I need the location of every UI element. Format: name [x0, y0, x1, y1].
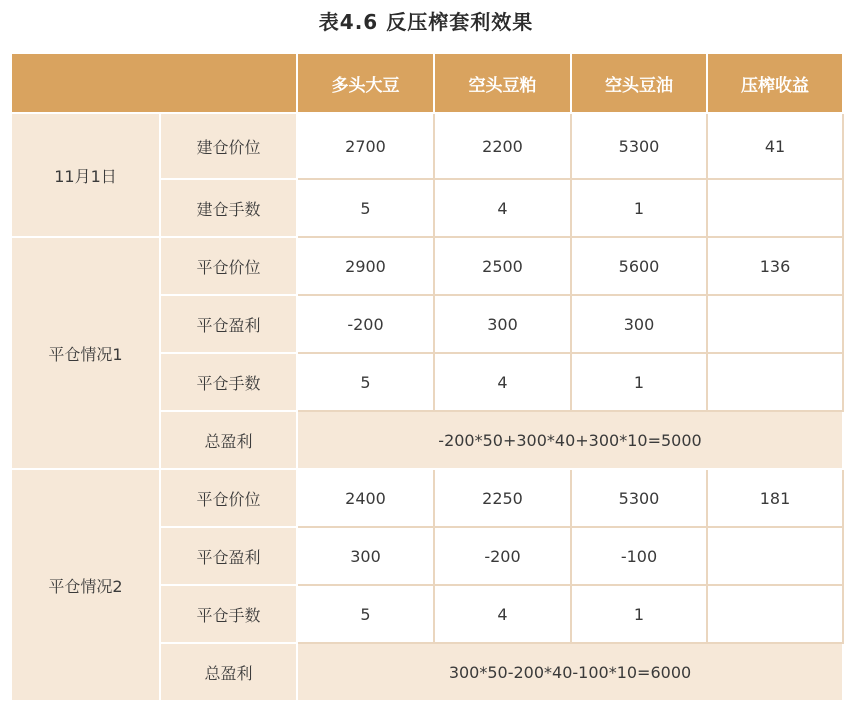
row-label: 建仓价位: [160, 113, 297, 179]
table-cell: -200: [434, 527, 571, 585]
table-cell: 2700: [297, 113, 434, 179]
table-cell: -200: [297, 295, 434, 353]
table-cell: 4: [434, 353, 571, 411]
group-label-case1: 平仓情况1: [11, 237, 160, 469]
header-short-soymeal: 空头豆粕: [434, 53, 571, 113]
total-formula: -200*50+300*40+300*10=5000: [297, 411, 843, 469]
table-cell: 5: [297, 179, 434, 237]
table-cell: 5300: [571, 113, 707, 179]
table-cell: 2250: [434, 469, 571, 527]
row-label: 平仓手数: [160, 585, 297, 643]
table-cell: 2500: [434, 237, 571, 295]
row-label: 平仓价位: [160, 237, 297, 295]
table-cell: 300: [297, 527, 434, 585]
table-cell: 1: [571, 353, 707, 411]
table-cell: -100: [571, 527, 707, 585]
table-row: [11, 237, 843, 295]
table-cell: [707, 295, 843, 353]
table-cell: 4: [434, 179, 571, 237]
table-cell: 136: [707, 237, 843, 295]
arbitrage-table: [10, 52, 844, 702]
total-formula: 300*50-200*40-100*10=6000: [297, 643, 843, 701]
table-cell: 1: [571, 179, 707, 237]
table-cell: 2900: [297, 237, 434, 295]
row-label: 平仓手数: [160, 353, 297, 411]
total-label: 总盈利: [160, 643, 297, 701]
header-crush-margin: 压榨收益: [707, 53, 843, 113]
table-cell: 1: [571, 585, 707, 643]
header-corner: [11, 53, 297, 113]
table-cell: 2200: [434, 113, 571, 179]
table-cell: 5: [297, 585, 434, 643]
header-row: [11, 53, 843, 113]
table-cell: 181: [707, 469, 843, 527]
group-label-nov1: 11月1日: [11, 113, 160, 237]
row-label: 平仓盈利: [160, 295, 297, 353]
table-cell: 5600: [571, 237, 707, 295]
row-label: 建仓手数: [160, 179, 297, 237]
table-cell: 5: [297, 353, 434, 411]
table-cell: 4: [434, 585, 571, 643]
row-label: 平仓盈利: [160, 527, 297, 585]
table-title: 表4.6 反压榨套利效果: [318, 10, 534, 34]
table-row: [11, 469, 843, 527]
group-label-case2: 平仓情况2: [11, 469, 160, 701]
header-long-soybean: 多头大豆: [297, 53, 434, 113]
table-row: [11, 113, 843, 179]
total-label: 总盈利: [160, 411, 297, 469]
table-cell: [707, 179, 843, 237]
table-cell: 41: [707, 113, 843, 179]
table-cell: 5300: [571, 469, 707, 527]
table-cell: 300: [571, 295, 707, 353]
table-cell: 300: [434, 295, 571, 353]
header-short-soyoil: 空头豆油: [571, 53, 707, 113]
row-label: 平仓价位: [160, 469, 297, 527]
table-cell: 2400: [297, 469, 434, 527]
table-cell: [707, 527, 843, 585]
table-cell: [707, 353, 843, 411]
table-cell: [707, 585, 843, 643]
